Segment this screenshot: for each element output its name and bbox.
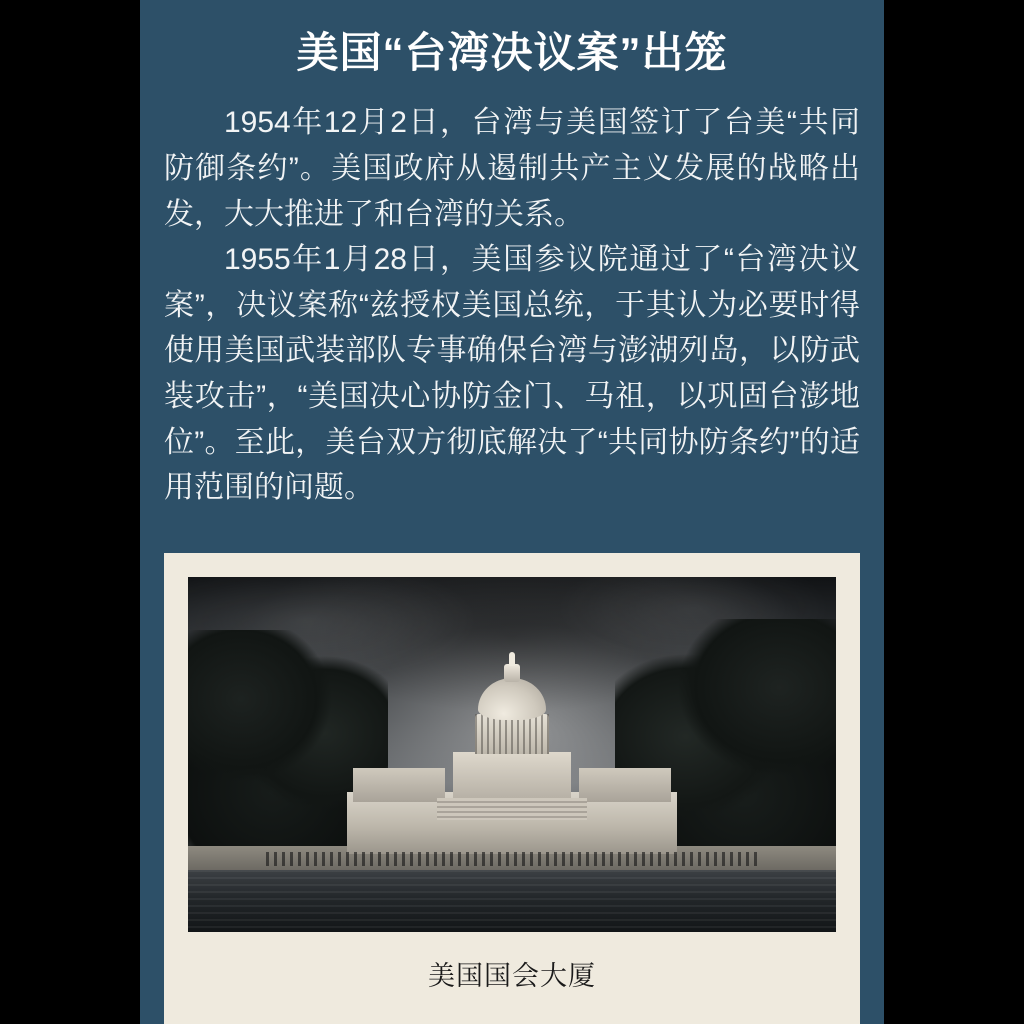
capitol-center-block — [453, 752, 571, 802]
capitol-columns — [475, 714, 549, 754]
capitol-dome — [478, 678, 546, 720]
article-body — [140, 78, 884, 510]
capitol-statue-of-freedom — [509, 652, 515, 666]
article-card — [140, 0, 884, 1024]
capitol-lantern — [504, 664, 520, 682]
page-title: 美国“台湾决议案”出笼 — [296, 29, 728, 76]
capitol-steps — [437, 798, 587, 820]
paragraph-2: 1955年1月28日，美国参议院通过了“台湾决议案”，决议案称“兹授权美国总统，于其认为必要时得使用美国武装部队专事确保台湾与澎湖列岛，以防武装攻击”，“美国决心协防金门、马祖，以巩固台澎地位”。至此，美台双方彻底解决了“共同协防条约”的适用范围的问题。 — [164, 243, 860, 505]
figure-block — [164, 553, 860, 1024]
capitol-wing-right — [579, 768, 671, 802]
capitol-photo — [188, 577, 836, 932]
photo-crowd — [266, 852, 759, 866]
paragraph-1: 1954年12月2日，台湾与美国签订了台美“共同防御条约”。美国政府从遏制共产主义发展的战略出发，大大推进了和台湾的关系。 — [164, 106, 860, 231]
photo-water-ripples — [188, 870, 836, 932]
capitol-building — [347, 664, 677, 854]
capitol-wing-left — [353, 768, 445, 802]
figure-caption: 美国国会大厦 — [428, 960, 596, 991]
